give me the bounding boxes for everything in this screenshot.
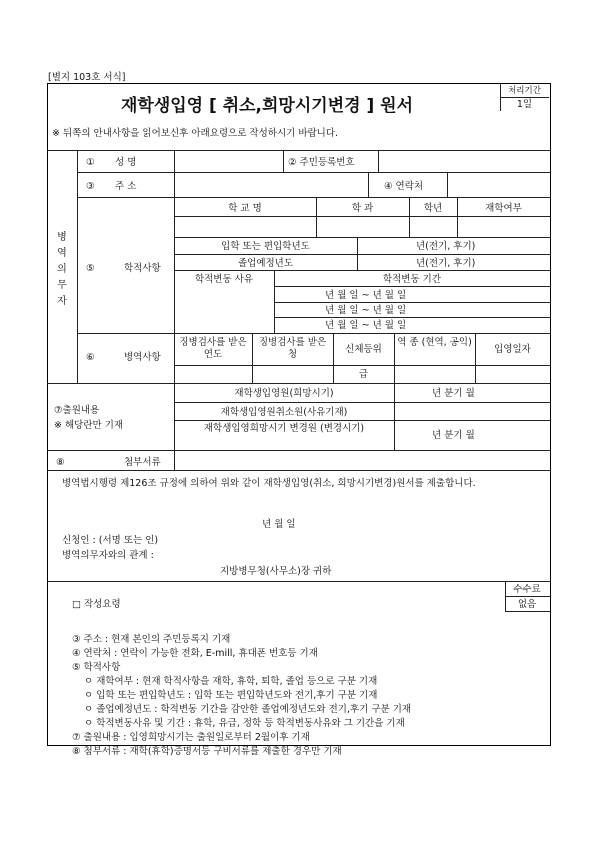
contact-field[interactable] — [449, 173, 548, 196]
cancel-reason-field[interactable] — [396, 403, 548, 419]
form-number: [별지 103호 서식] — [48, 72, 126, 83]
enlistment-date-header: 입영일자 — [494, 344, 531, 355]
address-field[interactable] — [176, 173, 366, 196]
guide-item: ⑧ 첨부서류 : 재학(휴학)증명서등 구비서류를 제출한 경우만 기재 — [72, 746, 342, 757]
change-period-row: 년 월 일 ~ 년 월 일 — [325, 290, 407, 301]
change-period-label: 학적변동 기간 — [382, 274, 442, 285]
physical-grade-value: 급 — [358, 369, 369, 380]
guide-item: ㅇ 학적변동사유 및 기간 : 휴학, 유급, 정학 등 학적변동사유와 그 기간을 기재 — [84, 718, 405, 729]
guide-title: □ 작성요령 — [72, 599, 121, 610]
guide-item: ⑦ 출원내용 : 입영희망시기는 출원일로부터 2월이후 기재 — [72, 732, 310, 743]
name-field[interactable] — [176, 151, 282, 171]
rrn-field[interactable] — [380, 151, 548, 171]
name-number: ① — [86, 157, 95, 168]
academic-label: 학적사항 — [124, 263, 161, 274]
address-number: ③ — [86, 181, 95, 192]
attachments-number: ⑧ — [56, 457, 65, 468]
exam-office-header: 징병검사를 받은 청 — [258, 337, 327, 360]
change-period-row: 년 월 일 ~ 년 월 일 — [325, 305, 407, 316]
declaration: 병역법시행령 제126조 규정에 의하여 위와 같이 재학생입영(취소, 희망시기변경)원서를 제출합니다. — [62, 478, 476, 489]
service-type-field[interactable] — [396, 366, 474, 382]
enrollment-status-field[interactable] — [459, 217, 548, 236]
address-label: 주 소 — [115, 181, 137, 192]
physical-grade-header: 신체등위 — [345, 344, 382, 355]
obligor-section-label: 병역의무자 — [57, 232, 67, 307]
academic-number: ⑤ — [86, 263, 95, 274]
relation-line: 병역의무자와의 관계 : — [62, 550, 154, 561]
processing-label: 처리기간 — [508, 86, 541, 96]
military-number: ⑥ — [86, 352, 95, 363]
request-item: 재학생입영원(희망시기) — [234, 388, 334, 399]
request-item-value: 년 분기 월 — [432, 388, 475, 399]
notice: ※ 뒤쪽의 안내사항을 읽어보신후 아래요령으로 작성하시기 바랍니다. — [52, 128, 339, 139]
name-label: 성 명 — [115, 157, 137, 168]
applicant-line: 신청인 : (서명 또는 인) — [62, 535, 159, 546]
recipient: 지방병무청(사무소)장 귀하 — [220, 566, 332, 577]
department-field[interactable] — [318, 217, 408, 236]
fee-label: 수수료 — [513, 584, 541, 595]
request-note: ※ 해당란만 기재 — [54, 420, 124, 431]
guide-item: ㅇ 졸업예정년도 : 학적변동 기간을 감안한 졸업예정년도와 전기,후기 구분 기재 — [84, 704, 412, 715]
exam-office-field[interactable] — [254, 366, 332, 382]
grade-field[interactable] — [411, 217, 456, 236]
rrn-label: ② 주민등록번호 — [288, 157, 355, 168]
guide-item: ③ 주소 : 현재 본인의 주민등록지 기재 — [72, 634, 231, 645]
change-reason-label: 학적변동 사유 — [194, 274, 254, 285]
date-line: 년 월 일 — [262, 519, 296, 530]
grade-header: 학년 — [423, 203, 443, 214]
attachments-field[interactable] — [176, 451, 548, 469]
exam-year-header: 징병검사를 받은 연도 — [179, 337, 247, 360]
guide-item: ㅇ 재학여부 : 현재 학적사항을 재학, 휴학, 퇴학, 졸업 등으로 구분 기재 — [84, 676, 378, 687]
enrollment-status-header: 재학여부 — [485, 203, 522, 214]
request-item: 재학생입영원취소원(사유기재) — [220, 407, 348, 418]
graduation-year-value: 년(전기, 후기) — [416, 258, 476, 269]
request-label: ⑦출원내용 — [54, 405, 100, 416]
military-label: 병역사항 — [124, 352, 161, 363]
entry-year-value: 년(전기, 후기) — [416, 241, 476, 252]
request-item-value: 년 분기 월 — [432, 430, 475, 441]
enlistment-date-field[interactable] — [477, 366, 548, 382]
contact-label: ④ 연락처 — [384, 181, 424, 192]
request-item: 재학생입영희망시기 변경원 (변경시기) — [203, 423, 365, 434]
exam-year-field[interactable] — [176, 366, 251, 382]
service-type-header: 역 종 (현역, 공익) — [397, 337, 472, 348]
form-title: 재학생입영 [ 취소,희망시기변경 ] 원서 — [120, 96, 413, 116]
graduation-year-label: 졸업예정년도 — [237, 258, 294, 269]
school-name-header: 학 교 명 — [228, 203, 262, 214]
processing-value: 1일 — [516, 99, 533, 110]
entry-year-label: 입학 또는 편입학년도 — [221, 241, 310, 252]
change-period-row: 년 월 일 ~ 년 월 일 — [325, 320, 407, 331]
guide-item: ㅇ 입학 또는 편입학년도 : 입학 또는 편입학년도와 전기,후기 구분 기재 — [84, 690, 378, 701]
attachments-label: 첨부서류 — [124, 457, 161, 468]
guide-item: ⑤ 학적사항 — [72, 662, 121, 673]
fee-value: 없음 — [517, 599, 537, 610]
guide-item: ④ 연락처 : 연락이 가능한 전화, E-mill, 휴대폰 번호등 기재 — [72, 648, 318, 659]
school-name-field[interactable] — [176, 217, 315, 236]
department-header: 학 과 — [351, 203, 374, 214]
